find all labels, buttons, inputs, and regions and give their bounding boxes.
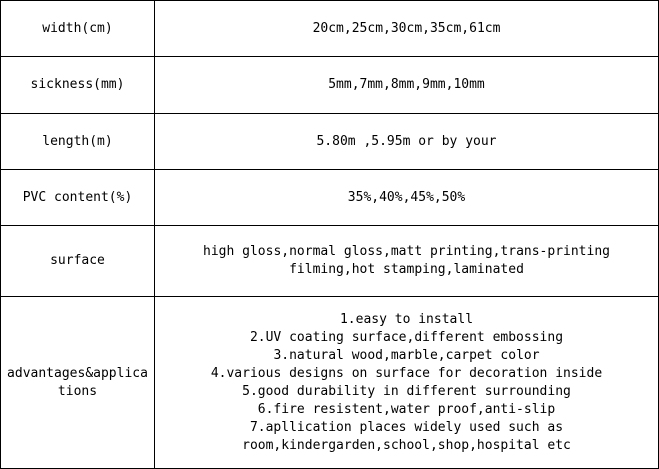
advantage-line: 6.fire resistent,water proof,anti-slip <box>257 401 556 417</box>
table-row <box>1 170 659 226</box>
label-cell-thickness: sickness(mm) <box>1 57 155 114</box>
label-cell-surface: surface <box>1 226 155 297</box>
advantage-line: 5.good durability in different surrounding <box>242 383 571 399</box>
label-cell-length: length(m) <box>1 114 155 170</box>
value-cell-advantages <box>155 297 659 469</box>
label-cell-width: width(cm) <box>1 1 155 57</box>
advantage-line: room,kindergarden,school,shop,hospital etc <box>242 437 571 453</box>
table-row <box>1 57 659 114</box>
surface-line: high gloss,normal gloss,matt printing,trans-printing <box>203 244 610 259</box>
value-cell-thickness: 5mm,7mm,8mm,9mm,10mm <box>155 57 659 114</box>
value-cell-pvc-content: 35%,40%,45%,50% <box>155 170 659 226</box>
advantage-line: 4.various designs on surface for decoration inside <box>210 365 603 381</box>
table-row <box>1 114 659 170</box>
value-cell-width: 20cm,25cm,30cm,35cm,61cm <box>155 1 659 57</box>
table-row <box>1 297 659 469</box>
advantage-line: 2.UV coating surface,different embossing <box>249 329 564 345</box>
table-row <box>1 1 659 57</box>
advantage-line: 1.easy to install <box>339 311 474 327</box>
label-cell-pvc-content: PVC content(%) <box>1 170 155 226</box>
table-row <box>1 226 659 297</box>
surface-line: filming,hot stamping,laminated <box>289 262 524 277</box>
value-cell-surface <box>155 226 659 297</box>
label-cell-advantages: advantages&applications <box>1 297 155 469</box>
advantage-line: 3.natural wood,marble,carpet color <box>273 347 540 363</box>
advantage-line: 7.apllication places widely used such as <box>249 419 564 435</box>
value-cell-length: 5.80m ,5.95m or by your <box>155 114 659 170</box>
